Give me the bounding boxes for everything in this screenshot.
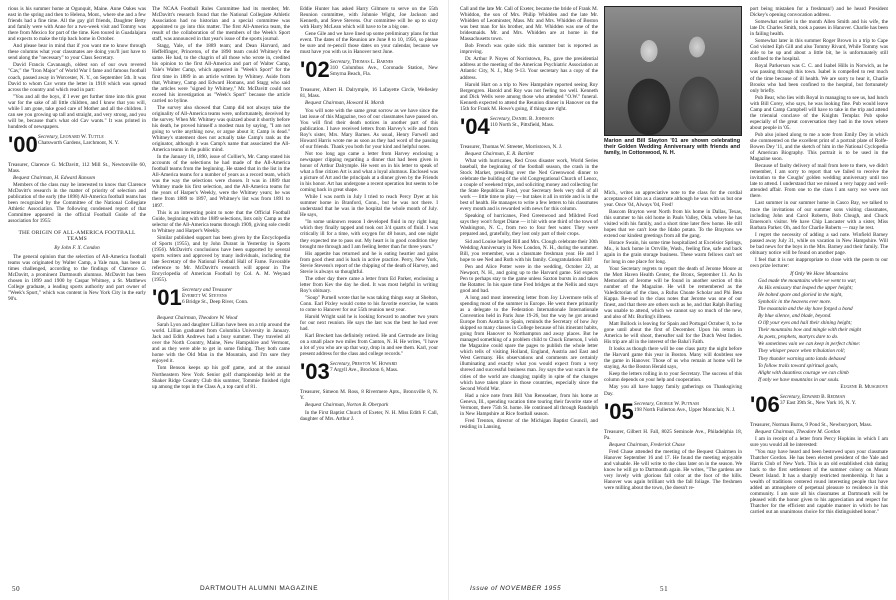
paragraph: Stagg, Yale, of the 1889 team; and Dean Harvard, and Heffelfinger, Princeton, of the 1890 team could Whitney's the same. He had, to the chagrin of all those who wrote in, credited his opinion to the first All-America and part of Walter Camp, Yale's Walter Camp, which appeared in "Week's Sport" for the first time in 1889 in an article written by Whitney. Aside from that, Whitney, Camp and Edward Homans, and Stagg who said the articles were "signed by Whitney," Mr. McDavitt could not exceed his investigation as "Week's Sport" because the article carried no byline.: [152, 43, 290, 104]
secretary-name: Edward B. Redman: [802, 393, 846, 400]
class-number: '05: [604, 398, 634, 424]
poem-line: He bolted spare and gloried in the night,: [758, 292, 843, 299]
paragraph: Your Secretary regrets to report the death of Jerome Moore at the Mott Haven Health Center, the Bronx, September 11. An In Memoriam of Jerome will be found in another section of this number of the Magazine. He will be remembered as the Valedictorian of the class, a Rufus Choate Scholar and Phi Beta Kappa. Re-read in the class notes that Jerome was one of our finest, and that there are others such as he, and that Ralph Burling was unable to attend, which we cannot say so much of the new, and also of Mr. Burling's illness.: [604, 265, 742, 320]
bequest-line: Bequest Chairman, H. Edward Ransom: [13, 175, 95, 182]
paragraph: The survey also showed that Camp did not always take the originality of All-America teams were, unfortunately, deceived by the survey. When Mr. Whitney was quizzed about it shortly before his death, he proved himself a modest man by saying, "I am not going to write anything now, or argue about it; Camp is dead." Whitney's statement does not actually take Camp's rank as the originator, although it was Camp's name that associated the All-America teams in the public mind.: [152, 104, 290, 154]
bequest-line: Bequest Chairman, Frederick Chase: [609, 441, 685, 448]
class-header-1900: [8, 131, 146, 160]
page-gutter: [448, 0, 449, 600]
paragraph: Eddie Hunter has asked Harry Gilmore to serve on the 55th Reunion committee, with Johnnie Wight, Joe Jackson and Kenneth, and Steve Stevens. Our committee will be up to sixty with Harry McLean which will have to be a big one.: [300, 6, 438, 31]
class-info: Secretary and Treasurer Everett W. Stevens 6 Bridge St., Deep River, Conn.: [182, 287, 249, 306]
treasurer-line: Treasurer, Clarence G. McDavitt, 112 Mill St., Newtonville 60, Mass.: [8, 161, 146, 174]
treasurer-line: Treasurer, Norman Burns, 9 Pond St., Newburyport, Mass.: [750, 421, 872, 428]
poem-line: They whisper peace when tribulation roll;: [758, 348, 846, 355]
bequest-line: Bequest Chairman, Norton B. Oberpark: [305, 402, 389, 409]
secretary-name: Daniel B. Johnson: [512, 115, 554, 122]
secretary-name: Everett W. Stevens: [182, 293, 227, 300]
paragraph: Similar published support has been given by the Encyclopedia of Sports (1955), and by John Durant in Yesterday in Sports (1956). McDavitt's conclusions have been supported by several sports writers and approved by many individuals, including the late Secretary of the National Football Hall of Fame. Favorable reference to Mr. McDavitt's research will appear in The Encyclopedia of American Football by Col. A. M. Weyand (1955).: [152, 234, 290, 284]
paragraph: The NCAA Football Rules Committee had its member, Mr. McDavitt's research found that the National Collegiate Athletic Association had no historian and a special committee was appointed to go into this matter. The first All-America team, the result of the collaboration of the members of the Week's Sport staff, was announced in that year's issue of the sports journal.: [152, 6, 290, 43]
paragraph: Bascom Brayton went North from his home in Dallas, Texas, this summer to his old home in Pauls Valley, Okla. where he has visited with his family, and a short time later flew home. He still hopes that we can't lose the Idaho potato. To the Braytons we extend our kindest greetings from all the gang.: [604, 209, 742, 240]
paragraph: What with hurricanes, Red Cross disaster work, World Series baseball, the beginning of the football season, the crash in the Stock Market, presiding over the Ned Greenwood dinner to celebrate the building of the old Congregational Church of Lenox, a couple of weekend trips, and soliciting money and collecting for the State Republican Fund, your Secretary feels very dull of all work — little time to play — but takes it all in stride and is in the best of health. He manages to write a few letters to his classmates every month and is rewarded with news for this column.: [460, 157, 598, 213]
paragraph: The general opinion that the selection of All-America football teams was originated by Walter Camp, a Yale man, has been at times challenged, according to the findings of Clarence G. McDavitt, a prominent Dartmouth alumnus. McDavitt has been chosen in 1899 and 1900 by Caspar Whitney, a St. Matthews College graduate, a leading sports authority and part owner of "Week's Sport," which was content in New York City in the early 90's.: [8, 253, 146, 302]
paragraph: Karl Breckett has definitely retired. He and Gertrude are living on a small place two miles from Canton, N. H. He writes, "I have a lot of you who are up that way, drop in and see them. Karl, your present address for the class and college records.": [300, 333, 438, 358]
paragraph: May you all have happy family gatherings on Thanksgiving Day.: [604, 384, 742, 397]
secretary-address: 6 Bridge St., Deep River, Conn.: [182, 299, 249, 306]
paragraph: Gene Gile and we have lined up some preliminary plans for that event. The dates of the Reunion are June 8 to 10, 1956, so please be sure and re-pencil those dates on your calendar, because we must have you with us in Hanover next June.: [300, 31, 438, 56]
poem-line: Symbolic in the heavens ever more.: [758, 299, 832, 306]
poem-title: If Only We Have Mountains: [790, 270, 848, 277]
article-title: THE ORIGIN OF ALL-AMERICA FOOTBALL TEAMS: [18, 230, 136, 243]
column-1: [8, 6, 146, 582]
secretary-name: Preston W. Howard: [352, 361, 397, 368]
class-number: '04: [460, 113, 490, 139]
left-running-footer: DARTMOUTH ALUMNI MAGAZINE: [200, 585, 319, 592]
paragraph: In the First Baptist Church of Exeter, N. H. Miss Edith F. Call, daughter of Mrs. Arthur J.: [300, 409, 438, 422]
paragraph: While I was north in July I tried to reach Percy Dyer at his summer home in Branford, Conn., but he was not there. I understand that he was in the hospital the whole month of July. He says,: [300, 194, 438, 219]
paragraph: Keep the letters rolling in to your Secretary. The success of this column depends on your help and cooperation.: [604, 371, 742, 384]
paragraph: "In some unknown reason I developed fluid in my right lung which they finally tapped and took out 3/4 quarts of fluid. I was critically ill for a time, with oxygen for 48 hours, and one night they expected me to pass out. My heart is in good condition they brought me through and I am feeling better than for three years.": [300, 219, 438, 250]
column-6: [750, 6, 888, 582]
class-info: Secretary, Preston W. Howard 7 Argyll Ave., Brockton 6, Mass.: [330, 361, 399, 374]
secretary-address: 310 Columbus Ave., Coronado Station, New Smyrna Beach, Fla.: [330, 65, 438, 78]
poem-line: God made the mountains while we went to war,: [758, 278, 857, 285]
column-3: [300, 6, 438, 582]
paragraph: I regret the necessity of adding a sad note. Winfield Barney passed away July 31, while on vacation in New Hampshire. Will be bad news for the boys in the Mrs. Barney and their family. The obituary notice will be found on another page.: [750, 231, 888, 256]
paragraph: Not too long ago came a letter from Harvey enclosing a newspaper clipping regarding a dinner that had been given in honor of Arthur Dalrymple. He went on in his letter to speak of what a fine citizen Art is and what a loyal alumnus. Enclosed was a picture of Art and the principals at a dinner given by the Friends in his honor. Art has undergone a recent operation but seems to be coming back in great shape.: [300, 150, 438, 194]
poem-line: As His emissary that leaped the upper height;: [758, 285, 853, 292]
paragraph: Speaking of hurricanes, Fred Greenwood and Mildred Ford says they won't forget Diane — it hit with one third of the town of Washington, N. C., from two to four feet water. They were prepared and, gratefully, they lost only part of their crops.: [460, 213, 598, 238]
poem: [750, 278, 888, 383]
secretary-name: Thomas L. Barnes: [352, 59, 394, 66]
paragraph: The other day there came a letter from Ed Parker, enclosing a letter from Kev the day he died. It was most helpful in writing Roy's obituary.: [300, 275, 438, 294]
left-page-number: 50: [12, 585, 21, 593]
paragraph: Pub also joined along to me a note from Emily Dey in which she commented on the excellent print of a portrait plate of Rolfe-Bowen Dey '11, and the sketch of him in the National Cyclopedia of American Biography. This portrait is to be used in the Magazine soon.: [750, 131, 888, 163]
class-number: '03: [300, 359, 330, 385]
paragraph: Because of faulty delivery of mail from here to there, we didn't remember, I am sorry to report that we failed to receive the invitation to the Coughs' golden wedding anniversary until too late to attend. I understand that we missed a very happy and well-attended affair. From one to the class I am sorry we were not there.: [750, 163, 888, 200]
paragraph: Members of the class may be interested to know that Clarence McDavitt's research in the matter of priority of selection and publication of the early (the 1898) All-America football teams has been recognized by the Committee of the National Collegiate Athletic Association. The following condensed report of that Committee appeared in the official Football Guide of the association for 1955:: [8, 182, 146, 225]
paragraph: A long and most interesting letter from Joy Livermore tells of spending most of the summer in Europe. He went there primarily as a delegate to the Federation Internationale Internationale Convention held in Paris June 19-26, but the way he got around Europe from Austria to Spain, reminds the Secretary of how Joy skipped so many classes in College because of his itinerant habits, going from Hanover to Northampton and away places. But he managed something of a problem child to Chuck Emerson, I wish the Magazine could spare the pages to publish the whole letter which tells of visiting Holland, England, Austria and East and West Germany. His observations and comments are certainly illuminating and exactly what you would expect from a very shrewd and successful business man. Joy says the war scars in the cities of the world are changing rapidly in spite of the changes which have taken place in those countries, especially since the Second World War.: [460, 294, 598, 392]
paragraph: I am in receipt of a letter from Percy Hopkins in which I am sure you would all be interested:: [750, 435, 888, 448]
photo-caption: Marion and Bill Slayton '01 are shown celebrating their Golden Wedding Anniversary with friends and family, in Cottonwood, N. H.: [604, 138, 740, 157]
paragraph: Fred Chase attended the meeting of the Bequest Chairmen in Hanover September 16 and 17. He found the meeting enjoyable and valuable. He will write to the class later on in the season. We know he will go to Dartmouth again. He writes, "The gardens are very lovely with glorious fall color at the foot of the hills. Hanover was again brilliant with the fall foliage. The freshmen were milling about the town, (he doesn't re-: [604, 448, 742, 491]
anniversary-photo: [604, 6, 742, 136]
paragraph: It looks as though there will be one class party the night before the Harvard game this year in Boston. Many will doubtless see the game in Hanover. Those of us who remain at home will be staying, As the Boston Herald says,: [604, 346, 742, 371]
poem-author: Eugene B. Musgrove: [840, 383, 888, 390]
secretary-address: 7 Argyll Ave., Brockton 6, Mass.: [330, 367, 399, 374]
poem-line: We sometimes vain we can keep in perfect chime:: [758, 341, 861, 348]
paragraph: You will note with the same great sorrow as we have since the last issue of this Magazine, two of our classmates have passed on. You will find their death notices in another part of this publication. I have received letters from Harvey's wife and from Roy's sister, Mrs. Mary Barnes. As usual, Henry Farwell and Howard Harris wrote me as soon as they had word of the passing of our friends. Thank you both for your kind and helpful notes.: [300, 107, 438, 150]
class-number: '00: [8, 131, 38, 157]
paragraph: Pub Bear, who lies with Royal in managing to see us, had lunch with Bill Corey, who says, he was looking fine. Pub would leave Camp and Camp Campbell will have to take in the trip and attend the triennial conclave of the Knights Templar. Pub spoke especially of the great conversation they had in the town where about people in '05.: [750, 94, 888, 131]
paragraph: "You and all the boys, if I ever get further time into this great war for the sake of all little children, and I know that you will, while I am gone, take good care of Mother and all the children. I can see you growing up tall and straight, and very strong, and you will be, because that's what old Cav wants." It was printed in hundreds of newspapers.: [8, 93, 146, 130]
paragraph: Last summer in our summer home in Casco Bay, we talked to trace the invitations of our summer sons visiting classmates, including John and Carol Roberts, Bob Clough, and Chuck Emerson's visitor. We have Chip Lancaster with a sister, Miss Barbara Parker. Oh, and for Charlie Roberts — may he rest.: [750, 200, 888, 231]
treasurer-line: Treasurer, Gilbert H. Fall, 8025 Seminole Ave., Philadelphia 18, Pa.: [604, 428, 742, 441]
paragraph: port being mistaken for a freshman!) and he heard President Dickey's opening convocation address.: [750, 6, 888, 19]
poem-line: Their mountains bow and mingle with their might: [758, 327, 862, 334]
paragraph: Bob French was quite sick this summer but is reported as improving.: [460, 43, 598, 56]
paragraph: "You may have heard and been bestowed upon your classmate Thatcher Gordon. He has been elected president of the Yale and Harris Club of New York. This is an old established club dating back to the first settlement of the summer colony on Mount Desert Island. It has a sharply restricted membership. It has a wealth of traditions centered round interesting people that have added an atmosphere of perpetual pleasure to residence in this community. I am sure all his classmates at Dartmouth will be pleased with the honor given to his appreciation and respect for Thatcher for the efficient and capable manner in which he has carried out an unanimous choice for this distinguished honor.": [750, 448, 888, 516]
class-header-1901: [152, 287, 290, 313]
paragraph: Fred Trenton, director of the Michigan Baptist Council, and residing in Lansing,: [460, 417, 598, 430]
bequest-line: Bequest Chairman, Howard H. Marsh: [305, 100, 385, 107]
secretary-address: 110 North St., Pittsfield, Mass.: [490, 121, 555, 128]
paragraph: rious is his summer home at Ogunquit, Maine. Anne Oakes was east in the spring and then to Helena, Mont., where she and a few friends had a fine time. All the gay girl friends, Daughter Betty and family were with Anne for a two-week visit and Tommy was there from Mexico for part of the time. Ken toured in Guadalajara and expects to make the trip back home in October.: [8, 6, 146, 43]
bequest-line: Bequest Chairman, Theodore M. Gordon: [755, 428, 841, 435]
paragraph: Had a nice note from Bill Van Rensselaer, from his home at Geneva, Ill., spending vacation time touring their favorite state of Vermont, there 75th St. home. He continued all through Randolph in New Hampshire at Rice football season.: [460, 392, 598, 417]
paragraph: David Francis Cavanaugh, oldest son of our own revered "Cav," the "Iron Major" of World War I fame and famous football coach, passed away in Worcester, N. Y., on September 5th. It was David to whom Cav wrote the letter in 1918 which was spread across the country and which read in part:: [8, 62, 146, 93]
class-info: Secretary, Thomas L. Barnes 310 Columbus Ave., Coronado Station, New Smyrna Beach, Fla.: [330, 59, 438, 78]
class-info: Secretary, George W. Putnam 198 North Fullerton Ave., Upper Montclair, N. J.: [634, 400, 736, 413]
bequest-line: Bequest Chairman, Theodore W. Wood: [157, 315, 238, 322]
poem-line: As poets, prophets, martyrs dare to do.: [758, 334, 839, 341]
class-info: Secretary, Leonard W. Tuttle Chatsworth Gardens, Larchmont, N. Y.: [38, 133, 119, 146]
class-header-1904: [460, 113, 598, 142]
paragraph: Harold Wright said he is looking forward to another two years for our next reunion. He says the last was the best he had ever had.: [300, 314, 438, 333]
class-number: '01: [152, 285, 182, 311]
class-number: '02: [300, 57, 330, 83]
paragraph: Sarah Lyon and daughter Lillian have been on a trip around the world. Lillian graduated from Columbia University in January. Jack and Edith Andrews had a busy summer. They traveled all over the North Country, Maine, New Hampshire and Vermont, and as they were able to get in some fishing. They both came home with the Old Man in the Mountain, and I'm sure they enjoyed it.: [152, 322, 290, 365]
secretary-address: 198 North Fullerton Ave., Upper Montclair, N. J.: [634, 406, 736, 413]
paragraph: Call and the late Mr. Call of Exeter, became the bride of Frank M. Whiddon, the son of Mrs. Philip Whidden and the late Mr. Whidden of Leominster, Mass. Mr. and Mrs. Whidden of Boston was best man for his brother, and Mr. Whidden was one of the bridesmaids. Mr. and Mrs. Whidden are at home in the Massachusetts town.: [460, 6, 598, 43]
article-byline: By John F. X. Condon: [54, 244, 100, 251]
paragraph: Royal Parkerson was C. C. and Isabel Hills in Norwich, as he was passing through this town. Isabel is compelled to rest much of the time because of ill health. We are sorry to hear it, Charlie Brooks who had been confined to the hospital, but fortunately only briefly.: [750, 63, 888, 94]
paragraph: Harold Hart on a trip to New Hampshire reported seeing Roy Bergengren. Harold and Roy was not feeling too well. Kenneth and Dick Wells were among those who attended "O.W." funeral. Kenneth expected to attend the Reunion dinner in Hanover on the 15th for Frank M. Howe's going, if things are right.: [460, 81, 598, 112]
poem-line: By blue silence, and blade, beyond.: [758, 313, 832, 320]
class-info: Secretary, Daniel B. Johnson 110 North St., Pittsfield, Mass.: [490, 115, 555, 128]
treasurer-line: Treasurer, Simeon M. Ross, 8 Rivermere Apts., Bronxville 8, N. Y.: [300, 389, 438, 402]
class-info: Secretary, Edward B. Redman 37 East 39th St., New York 16, N. Y.: [780, 393, 857, 406]
treasurer-line: Treasurer, Thomas W. Streeter, Morristown, N. J.: [460, 143, 563, 150]
poem-line: O lift your eyes and hail their shining height;: [758, 320, 852, 327]
secretary-address: 37 East 39th St., New York 16, N. Y.: [780, 399, 857, 406]
paragraph: Matt Bullock is leaving for Spain and Portugal October 8, to be gone until about the first of December. Upon his return in America he will shoot, thereafter sail for the Dutch West Indies. His trip are all in the interest of the Baha'i Faith.: [604, 320, 742, 346]
column-2: [152, 6, 290, 582]
paragraph: Mich., writes an appreciative note to the class for the cordial acceptance of him as a classmate although he was with us but one year. Once '04, Always '04, Fred!: [604, 190, 742, 209]
poem-line: They thunder warning unto lands debased: [758, 355, 846, 362]
paragraph: His appetite has returned and he is eating heartier and gains from good chest and is back in active practice. Perry, New York, Stevie Stevens's report of the chipping of the death of Harvey, and Stevie is always so thoughtful.: [300, 250, 438, 275]
treasurer-line: Treasurer, Albert H. Dalrymple, 16 Lafayette Circle, Wellesley 81, Mass.: [300, 87, 438, 100]
secretary-name: George W. Putnam: [656, 400, 699, 407]
paragraph: And please bear in mind that if you want me to know through these columns what your classmates are doing you'll just have to send along the "necessary" to your Class Secretary.: [8, 43, 146, 62]
paragraph: Tom Benson keeps up his golf game, and at the annual Northeastern New York Senior golf championship held at the Shaker Ridge Country Club this summer, Tommie finished right up among the tops in the Class A, a top card of 81.: [152, 365, 290, 390]
paragraph: Somewhat later in this summer Roger Brown in a trip to Cape Cod visited Eph Gill and also Tommy Rivard, While Tommy was able to be up and about a little bit, he is unfortunately still confined to the hospital.: [750, 38, 888, 63]
paragraph: In the January 18, 1890, issue of Collier's, Mr. Camp stated his accounts of the selections he had made of the All-America football teams from the beginning. He stated that in the list in the All-America teams for a number of years as a record team, which was the way the selections were chosen. It was in 1889 that Whitney made his first selection, and the All-America teams for the years of Harper's Weekly, were the Whitney years; he was there from 1889 to 1897, and Whitney's list was from 1891 to 1897.: [152, 154, 290, 209]
paragraph: Somewhat earlier in the month Allen Smith and his wife, the late Dr. Charles Smith, took a passes in Hanover. Charlie has been in failing health.: [750, 19, 888, 38]
class-header-1906: [750, 391, 888, 420]
class-header-1905: [604, 398, 742, 427]
column-4: [460, 6, 598, 582]
column-5: [604, 190, 742, 576]
paragraph: Dr. Arthur P. Noyes of Norristown, Pa., gave the presidential address at the meeting of the American Psychiatric Association at Atlantic City, N. J., May 9-13. Your secretary has a copy of the address.: [460, 56, 598, 81]
paragraph: "Soup" Purnell wrote that he was taking things easy at Shelton, Conn. Earl Pixley would come to his favorite exercise, he wants to come to Hanover for our 55th reunion next year.: [300, 294, 438, 314]
class-header-1903: [300, 361, 438, 387]
right-page-number: 51: [660, 585, 669, 593]
secretary-address: Chatsworth Gardens, Larchmont, N. Y.: [38, 139, 119, 146]
poem-line: If only we have mountains in our souls.: [758, 376, 840, 383]
class-header-1902: [300, 59, 438, 85]
paragraph: This is an interesting point to note that the Official Football Guide, beginning with the 1889 selections, lists only Camp as the selector of the All-America teams through 1909, giving sole credit to Whitney and Harper's Weekly.: [152, 209, 290, 234]
paragraph: I feel that it is not inappropriate to close with the poem to our own prize lecturer:: [750, 256, 888, 269]
poem-line: To follow trails toward spiritual goals,: [758, 362, 839, 369]
paragraph: Horace Swain, his some time hospitalized at Excelsior Springs, Mo., is back home in Orrville, Wash., feeling fine, safe and back again in the grain storage business. These warm fellows can't set for long in one place for long.: [604, 240, 742, 265]
paragraph: Pen and Alice Potter were in the wedding, October 22, at Newport, N. H., and going up to the Harvard game. Sid expects Pen to perhaps stay to the game unless Saxton bursts in and takes the Rotatter. In his spare time Fred bridges at the Nellis and stays good and bad.: [460, 263, 598, 294]
secretary-name: Leonard W. Tuttle: [60, 133, 104, 140]
bequest-line: Bequest Chairman, E. R. Bartlett: [465, 150, 534, 157]
right-running-footer: Issue of NOVEMBER 1955: [470, 585, 562, 592]
class-number: '06: [750, 391, 780, 417]
paragraph: Sid and Louise helped Bill and Mrs. Clough celebrate their 30th Wedding Anniversary in New London, N. H., during the summer. Bill, you remember, was a classmate freshman year. He and I hope to see Ned and Ruth with his family. Congratulations Bill!: [460, 238, 598, 263]
poem-line: Alight with dauntless courage we can climb: [758, 369, 849, 376]
poem-line: The mountain and the sky have forged a bond: [758, 306, 853, 313]
